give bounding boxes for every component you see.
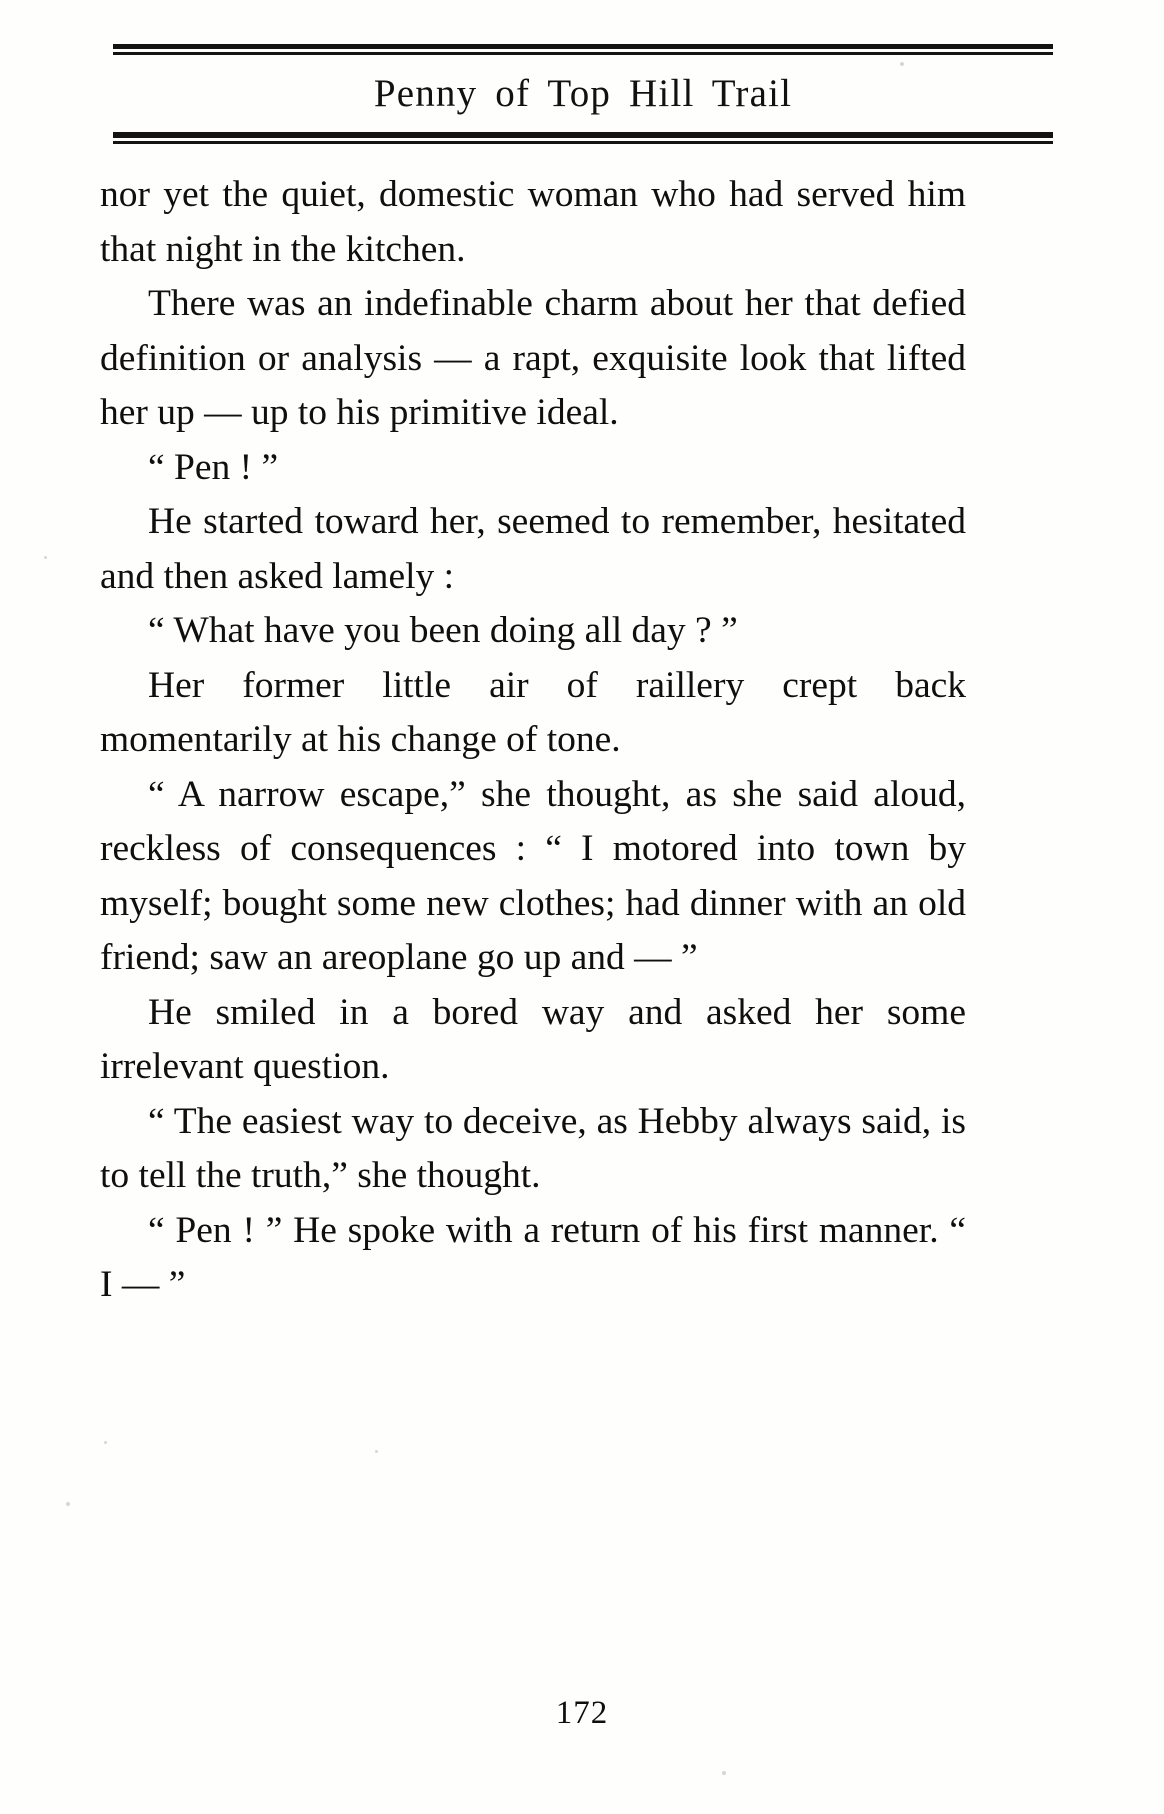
running-title: Penny of Top Hill Trail (373, 72, 793, 115)
paragraph: nor yet the quiet, domestic woman who had served him that night in the kitchen. (100, 174, 966, 270)
paper-speck (44, 556, 47, 559)
header-rule-top (113, 44, 1053, 55)
paragraph: Her former little air of raillery crept back momentarily at his change of tone. (100, 664, 966, 760)
paper-speck (900, 62, 904, 66)
paragraph: “ Pen ! ” (148, 446, 279, 488)
paragraph: “ The easiest way to deceive, as Hebby always said, is to tell the truth,” she thought. (100, 1100, 966, 1196)
paper-speck (722, 1771, 726, 1775)
paragraph: There was an indefinable charm about her that defied definition or analysis — a rapt, exquisite look that lifted her up — up to his primitive ideal. (100, 283, 966, 433)
paragraph: “ Pen ! ” He spoke with a return of his first manner. “ I — ” (100, 1209, 966, 1305)
paragraph: “ What have you been doing all day ? ” (148, 610, 738, 651)
page-number: 172 (555, 1695, 609, 1731)
paper-speck (104, 1441, 107, 1444)
paragraph: He smiled in a bored way and asked her some irrelevant question. (100, 991, 966, 1087)
header-rule-bottom (113, 132, 1053, 144)
body-text (100, 168, 966, 1313)
paper-speck (66, 1502, 70, 1506)
paragraph: “ A narrow escape,” she thought, as she said aloud, reckless of consequences : “ I motored into town by myself; bought some new clothes; had dinner with an old friend; saw an areoplane go up and — ” (100, 773, 966, 978)
paragraph: He started toward her, seemed to remember, hesitated and then asked lamely : (100, 501, 966, 597)
page-header (113, 44, 1053, 144)
paper-speck (375, 1450, 378, 1453)
